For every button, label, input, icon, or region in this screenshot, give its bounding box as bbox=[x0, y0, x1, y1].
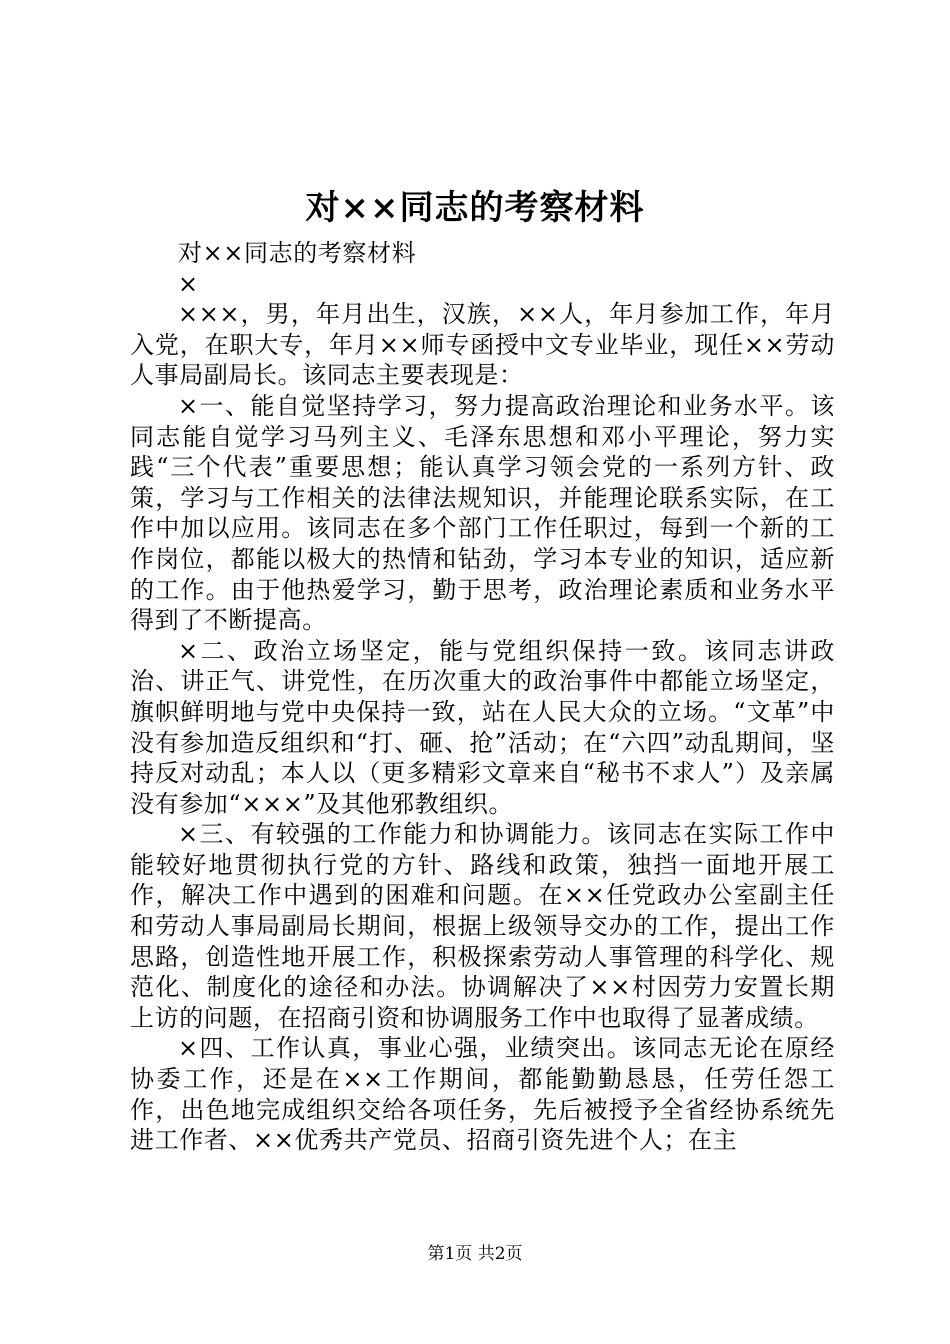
page-title: 对××同志的考察材料 bbox=[305, 188, 645, 228]
paragraph-section-4: ×四、工作认真，事业心强，业绩突出。该同志无论在原经协委工作，还是在××工作期间，都能勤勤恳恳，任劳任怨工作，出色地完成组织交给各项任务，先后被授予全省经协系统先进工作者、××优秀共产党员、招商引资先进个人；在主 bbox=[130, 1034, 835, 1155]
paragraph-repeat-title: 对××同志的考察材料 bbox=[178, 239, 417, 267]
paragraph-section-1: ×一、能自觉坚持学习，努力提高政治理论和业务水平。该同志能自觉学习马列主义、毛泽东思想和邓小平理论，努力实践“三个代表”重要思想；能认真学习领会党的一系列方针、政策，学习与工作相关的法律法规知识，并能理论联系实际，在工作中加以应用。该同志在多个部门工作任职过，每到一个新的工作岗位，都能以极大的热情和钻劲，学习本专业的知识，适应新的工作。由于他热爱学习，勤于思考，政治理论素质和业务水平得到了不断提高。 bbox=[130, 391, 835, 635]
paragraph-section-3: ×三、有较强的工作能力和协调能力。该同志在实际工作中能较好地贯彻执行党的方针、路线和政策，独挡一面地开展工作，解决工作中遇到的困难和问题。在××任党政办公室副主任和劳动人事局副局长期间，根据上级领导交办的工作，提出工作思路，创造性地开展工作，积极探索劳动人事管理的科学化、规范化、制度化的途径和办法。协调解决了××村因劳力安置长期上访的问题，在招商引资和协调服务工作中也取得了显著成绩。 bbox=[130, 820, 835, 1032]
paragraph-section-2: ×二、政治立场坚定，能与党组织保持一致。该同志讲政治、讲正气、讲党性，在历次重大的政治事件中都能立场坚定，旗帜鲜明地与党中央保持一致，站在人民大众的立场。“文革”中没有参加造反组织和“打、砸、抢”活动；在“六四”动乱期间，坚持反对动乱；本人以（更多精彩文章来自“秘书不求人”）及亲属没有参加“×××”及其他邪教组织。 bbox=[130, 636, 835, 818]
paragraph-profile: ×××，男，年月出生，汉族，××人，年月参加工作，年月入党，在职大专，年月××师专函授中文专业毕业，现任××劳动人事局副局长。该同志主要表现是： bbox=[130, 300, 835, 390]
document-body bbox=[130, 238, 835, 1156]
paragraph-placeholder: × bbox=[178, 269, 199, 298]
page-footer: 第1页 共2页 bbox=[427, 1244, 523, 1264]
